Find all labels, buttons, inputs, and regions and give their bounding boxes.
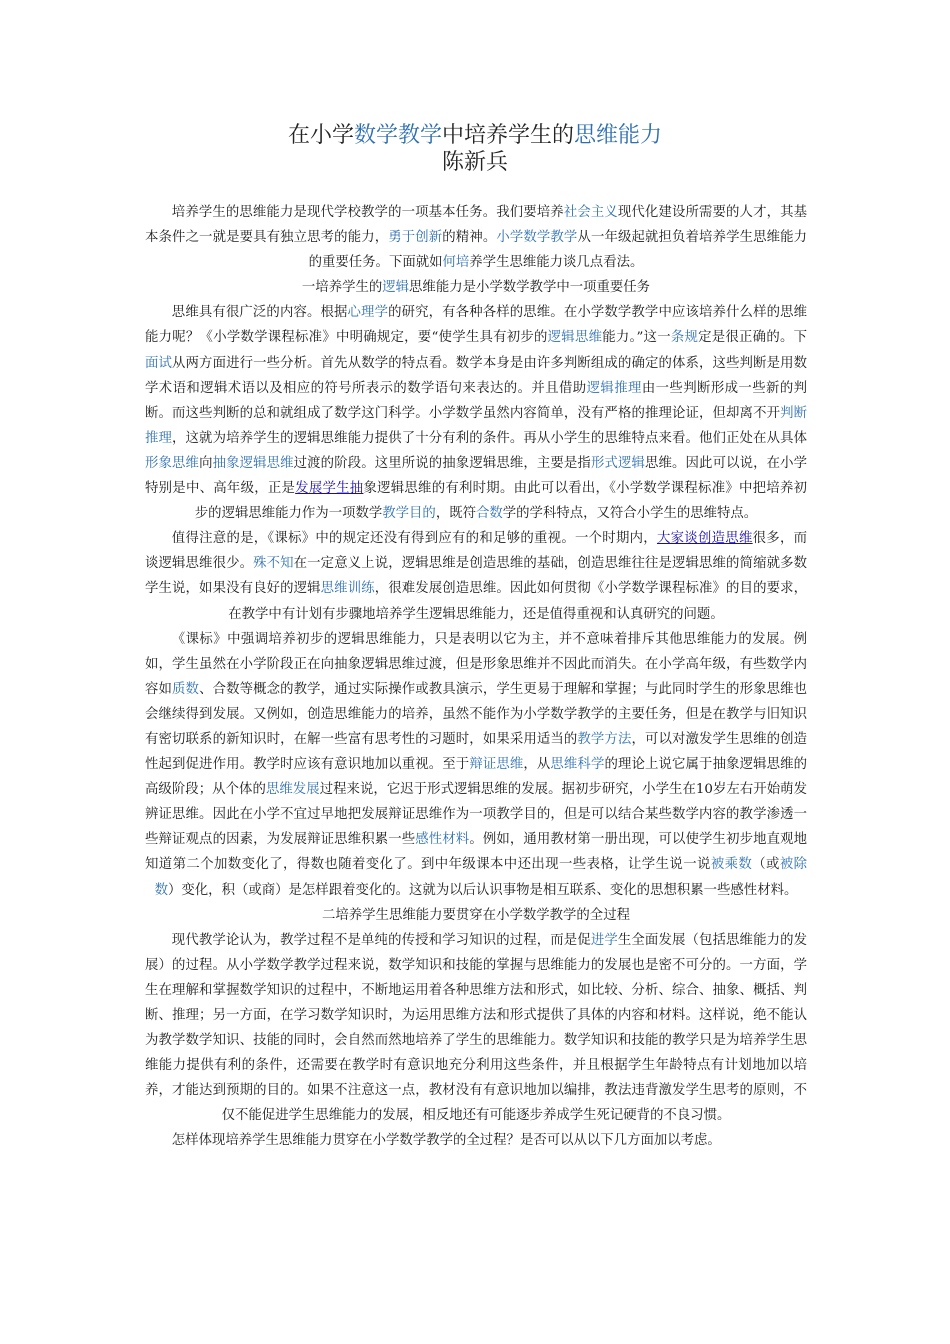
keyword-link[interactable]: 形象思维 xyxy=(145,455,200,471)
text-run: 一培养学生的 xyxy=(301,280,383,296)
keyword-link[interactable]: 勇于创新 xyxy=(388,230,443,246)
title-text: 中培养学生的 xyxy=(442,123,575,148)
keyword-link[interactable]: 社会主义 xyxy=(563,205,618,220)
text-run: ，可以对激发学生思维的创造性起到促进作用。教学时应该有意识地加以重视。至于 xyxy=(145,731,808,773)
keyword-link[interactable]: 形式逻辑 xyxy=(590,455,645,471)
paragraph xyxy=(145,928,807,1129)
keyword-link[interactable]: 教学目的 xyxy=(382,506,436,522)
text-run: 思维能力是小学数学教学中一项重要任务 xyxy=(409,280,651,296)
text-run: 过渡的阶段。这里所说的抽象逻辑思维，主要是指 xyxy=(293,455,591,471)
keyword-link[interactable]: 质数 xyxy=(172,681,200,697)
title-keyword[interactable]: 数学教学 xyxy=(353,123,442,148)
keyword-link[interactable]: 逻辑 xyxy=(382,280,410,296)
text-run: 定是很正确的。下 xyxy=(698,330,807,346)
text-run: 《课标》中强调培养初步的逻辑思维能力，只是表明以它为主，并不意味着排斥其他思维能力的发展。例如，学生虽然在小学阶段正在向抽象逻辑思维过渡，但是形象思维并不因此而消失。在小学高年级，有些数学内容如 xyxy=(145,631,807,697)
text-run: ，这就为培养学生的逻辑思维能力提供了十分有利的条件。再从小学生的思维特点来看。他们正处在从具体 xyxy=(172,430,808,446)
paragraph xyxy=(145,300,807,526)
text-run: 过程来说，它迟于形式逻辑思维的发展。据初步研究，小学生在10岁左右开始萌发辨证思维。因此在小学不宜过早地把发展辩证思维作为一项教学目的，但是可以结合某些数学内容的教学渗透一些辩证观点的因素，为发展辩证思维积累一些 xyxy=(145,782,808,848)
paragraph xyxy=(145,1128,807,1153)
text-run: 怎样体现培养学生思维能力贯穿在小学数学教学的全过程？是否可以从以下几方面加以考虑。 xyxy=(171,1133,721,1149)
text-run: 的精神。 xyxy=(442,230,497,246)
keyword-link[interactable]: 感性材料 xyxy=(415,832,470,848)
text-run: 在一定意义上说，逻辑思维是创造思维的基础，创造思维往往是逻辑思维的简缩就多数学生说，如果没有良好的逻辑 xyxy=(145,556,808,597)
keyword-link[interactable]: 进学 xyxy=(590,932,618,948)
text-run: 象逻辑思维的有利时期。由此可以看出，《小学数学课程标准》中把培养初步的逻辑思维能力作为一项数学 xyxy=(194,481,807,522)
text-run: 、合数等概念的教学，通过实际操作或教具演示，学生更易于理解和掌握；与此同时学生的形象思维也会继续得到发展。又例如，创造思维能力的培养，虽然不能作为小学数学教学的主要任务，但是在教学与旧知识有密切联系的新知识时，在解一些富有思考性的习题时，如果采用适当的 xyxy=(145,681,808,747)
hyperlink[interactable]: 大家谈创造思维 xyxy=(656,531,753,547)
text-run: 向 xyxy=(199,455,213,471)
keyword-link[interactable]: 思维训练 xyxy=(320,581,375,597)
text-run: 。例如，通用教材第一册出现，可以使学生初步地直观地知道第二个加数变化了，得数也随着变化了。到中年级课本中还出现一些表格，让学生说一说 xyxy=(145,832,808,873)
keyword-link[interactable]: 抽象逻辑思维 xyxy=(212,455,294,471)
text-run: 从一年级起就担负着培养学生思维能力的重要任务。下面就如 xyxy=(308,230,808,271)
keyword-link[interactable]: 殊不知 xyxy=(253,556,294,572)
keyword-link[interactable]: 判断推理 xyxy=(145,405,807,446)
text-run: 思维。因此可以说，在小学特别是中、高年级，正是 xyxy=(145,455,808,497)
document-author: 陈新兵 xyxy=(441,150,508,175)
text-run: 值得注意的是，《课标》中的规定还没有得到应有的和足够的重视。一个时期内， xyxy=(171,531,657,547)
text-run: ，既符 xyxy=(435,506,476,522)
paragraph xyxy=(145,200,807,275)
hyperlink[interactable]: 发展学生抽 xyxy=(295,481,364,497)
document-body xyxy=(145,200,807,1154)
text-run: 养学生思维能力谈几点看法。 xyxy=(469,255,644,271)
text-run: 生全面发展（包括思维能力的发展）的过程。从小学数学教学过程来说，数学知识和技能的掌握与思维能力的发展也是密不可分的。一方面，学生在理解和掌握数学知识的过程中，不断地运用着各种思维方法和形式，如比较、分析、综合、抽象、概括、判断、推理；另一方面，在学习数学知识时，为运用思维方法和形式提供了具体的内容和材料。这样说，绝不能认为教学数学知识、技能的同时，会自然而然地培养了学生的思维能力。数学知识和技能的教学只是为培养学生思维能力提供有利的条件，还需要在教学时有意识地充分利用这些条件，并且根据学生年龄特点有计划地加以培养，才能达到预期的目的。如果不注意这一点，教材没有有意识地加以编排，教法违背激发学生思考的原则，不仅不能促进学生思维能力的发展，相反地还有可能逐步养成学生死记硬背的不良习惯。 xyxy=(145,932,808,1124)
keyword-link[interactable]: 被除数 xyxy=(154,857,808,898)
keyword-link[interactable]: 辩证思维 xyxy=(469,757,524,773)
paragraph xyxy=(145,526,807,626)
text-run: ，从 xyxy=(523,757,551,773)
text-run: 思维具有很广泛的内容。根据 xyxy=(171,305,348,321)
text-run: ，很难发展创造思维。因此如何贯彻《小学数学课程标准》的目的要求，在教学中有计划有步骤地培养学生逻辑思维能力，还是值得重视和认真研究的问题。 xyxy=(228,581,808,622)
document-title xyxy=(0,122,950,150)
text-run: 现代化建设所需要的人才，其基本条件之一就是要具有独立思考的能力， xyxy=(145,205,808,246)
text-run: 学的学科特点，又符合小学生的思维特点。 xyxy=(502,506,758,522)
keyword-link[interactable]: 逻辑思维 xyxy=(547,330,603,346)
section-heading xyxy=(145,903,807,928)
text-run: 的理论上说它属于抽象逻辑思维的高级阶段；从个体的 xyxy=(145,757,808,798)
text-run: （或 xyxy=(752,857,780,873)
keyword-link[interactable]: 思维发展 xyxy=(265,782,320,798)
text-run: 现代教学论认为，教学过程不是单纯的传授和学习知识的过程，而是促 xyxy=(171,932,591,948)
keyword-link[interactable]: 教学方法 xyxy=(577,731,632,747)
section-heading xyxy=(145,275,807,300)
keyword-link[interactable]: 思维科学 xyxy=(550,757,605,773)
paragraph xyxy=(145,627,807,903)
keyword-link[interactable]: 被乘数 xyxy=(710,857,753,873)
text-run: 能力。”这一 xyxy=(602,330,671,346)
text-run: 二培养学生思维能力要贯穿在小学数学教学的全过程 xyxy=(322,907,630,923)
keyword-link[interactable]: 条规 xyxy=(670,330,699,346)
text-run: 很多，而谈逻辑思维很少。 xyxy=(145,531,808,572)
keyword-link[interactable]: 逻辑推理 xyxy=(586,380,642,396)
keyword-link[interactable]: 面试 xyxy=(145,355,173,371)
text-run: 从两方面进行一些分析。首先从数学的特点看。数学本身是由许多判断组成的确定的体系，这些判断是用数学术语和逻辑术语以及相应的符号所表示的数学语句来表达的。并且借助 xyxy=(145,355,808,396)
text-run: 的研究，有各种各样的思维。在小学数学教学中应该培养什么样的思维能力呢？《小学数学课程标准》中明确规定，要“使学生具有初步的 xyxy=(145,305,808,346)
text-run: 由一些判断形成一些新的判断。而这些判断的总和就组成了数学这门科学。小学数学虽然内容简单，没有严格的推理论证，但却离不开 xyxy=(145,380,808,421)
text-run: ）变化，积（或商）是怎样跟着变化的。这就为以后认识事物是相互联系、变化的思想积累一些感性材料。 xyxy=(168,882,798,898)
keyword-link[interactable]: 何培 xyxy=(442,255,470,271)
keyword-link[interactable]: 小学数学教学 xyxy=(496,230,578,246)
keyword-link[interactable]: 心理学 xyxy=(347,305,389,321)
title-text: 在小学 xyxy=(287,123,354,148)
title-keyword[interactable]: 思维能力 xyxy=(574,123,663,148)
text-run: 培养学生的思维能力是现代学校教学的一项基本任务。我们要培养 xyxy=(171,205,564,220)
keyword-link[interactable]: 合数 xyxy=(476,506,503,522)
